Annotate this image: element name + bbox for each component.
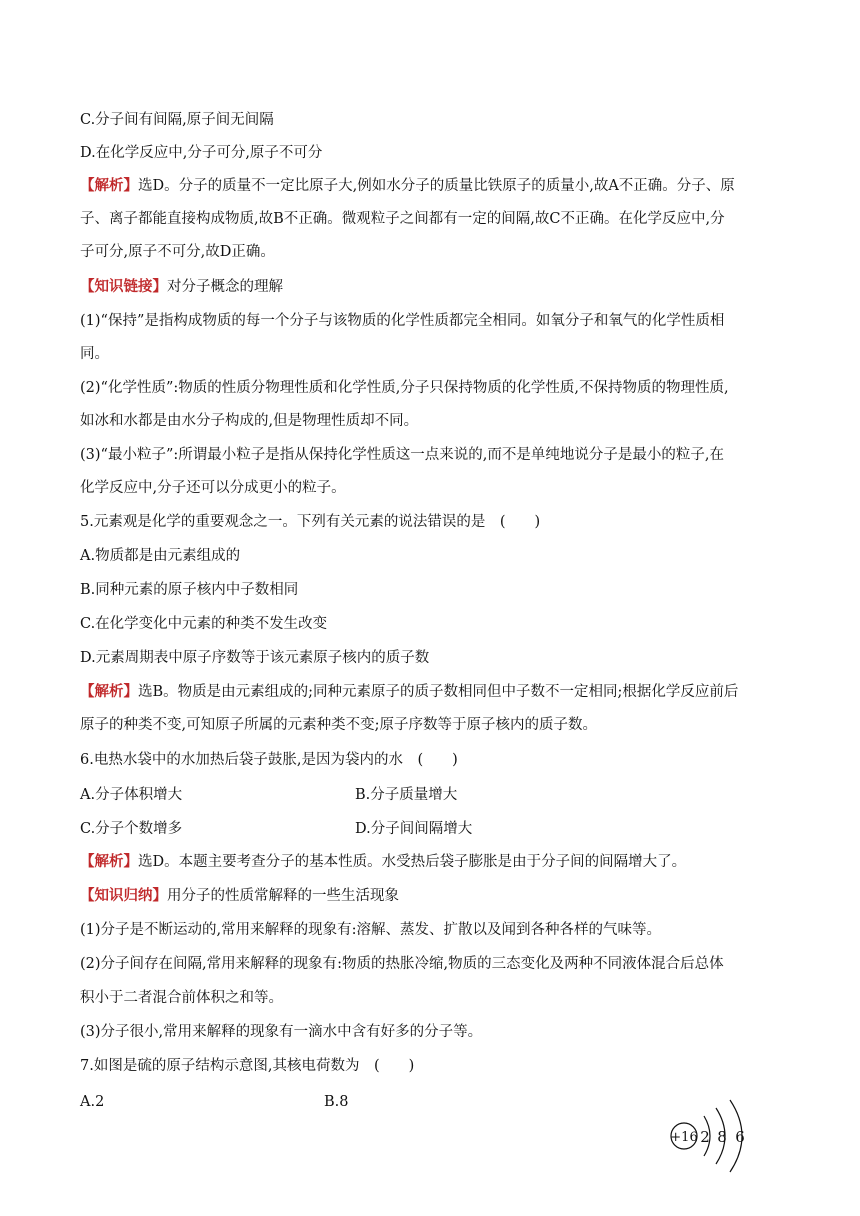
analysis-tag: 【解析】 xyxy=(80,178,138,194)
q6-knowledge-summary xyxy=(80,886,399,906)
q6-analysis xyxy=(80,852,686,872)
q4-analysis xyxy=(80,176,735,196)
shell-2-electrons: 8 xyxy=(717,1128,727,1146)
q4-analysis-line3: 子可分,原子不可分,故D正确。 xyxy=(80,244,275,260)
knowledge-link-title: 对分子概念的理解 xyxy=(167,279,283,295)
q4-option-c: C.分子间有间隔,原子间无间隔 xyxy=(80,112,274,128)
q5-analysis xyxy=(80,682,738,702)
knowledge-summary-title: 用分子的性质常解释的一些生活现象 xyxy=(167,888,399,904)
q6-option-b: B.分子质量增大 xyxy=(355,787,458,803)
q4-link-item1: (1)“保持”是指构成物质的每一个分子与该物质的化学性质都完全相同。如氧分子和氧气的化学性质相 xyxy=(80,313,725,329)
q4-link-item3-cont: 化学反应中,分子还可以分成更小的粒子。 xyxy=(80,480,346,496)
q4-link-item2: (2)“化学性质”:物质的性质分物理性质和化学性质,分子只保持物质的化学性质,不保持物质的物理性质, xyxy=(80,380,729,396)
analysis-text: 选D。分子的质量不一定比原子大,例如水分子的质量比铁原子的质量小,故A不正确。分子、原 xyxy=(138,178,735,194)
q7-stem: 7.如图是硫的原子结构示意图,其核电荷数为 ( ) xyxy=(80,1058,415,1074)
q6-option-a: A.分子体积增大 xyxy=(80,787,183,803)
knowledge-link-tag: 【知识链接】 xyxy=(80,279,167,295)
q4-option-d: D.在化学反应中,分子可分,原子不可分 xyxy=(80,145,323,161)
q5-option-c: C.在化学变化中元素的种类不发生改变 xyxy=(80,616,328,632)
analysis-tag: 【解析】 xyxy=(80,854,138,870)
q5-option-b: B.同种元素的原子核内中子数相同 xyxy=(80,582,299,598)
analysis-text: 选D。本题主要考查分子的基本性质。水受热后袋子膨胀是由于分子间的间隔增大了。 xyxy=(138,854,687,870)
q4-analysis-line2: 子、离子都能直接构成物质,故B不正确。微观粒子之间都有一定的间隔,故C不正确。在化学反应中,分 xyxy=(80,211,725,227)
q4-knowledge-link xyxy=(80,277,283,297)
q6-option-c: C.分子个数增多 xyxy=(80,821,183,837)
sulfur-atom-structure-diagram xyxy=(664,1096,764,1176)
nucleus-charge: +16 xyxy=(670,1130,698,1145)
q6-summary-item2-cont: 积小于二者混合前体积之和等。 xyxy=(80,990,283,1006)
analysis-text: 选B。物质是由元素组成的;同种元素原子的质子数相同但中子数不一定相同;根据化学反应前后 xyxy=(138,684,739,700)
q4-link-item3: (3)“最小粒子”:所谓最小粒子是指从保持化学性质这一点来说的,而不是单纯地说分子是最小的粒子,在 xyxy=(80,447,724,463)
shell-3-electrons: 6 xyxy=(735,1128,745,1146)
shell-1-electrons: 2 xyxy=(700,1128,710,1146)
q7-option-a: A.2 xyxy=(80,1094,105,1110)
q6-summary-item3: (3)分子很小,常用来解释的现象有一滴水中含有好多的分子等。 xyxy=(80,1024,483,1040)
q5-stem: 5.元素观是化学的重要观念之一。下列有关元素的说法错误的是 ( ) xyxy=(80,514,541,530)
q4-link-item1-cont: 同。 xyxy=(80,346,109,362)
knowledge-summary-tag: 【知识归纳】 xyxy=(80,888,167,904)
q6-summary-item1: (1)分子是不断运动的,常用来解释的现象有:溶解、蒸发、扩散以及闻到各种各样的气味等。 xyxy=(80,922,662,938)
q5-option-d: D.元素周期表中原子序数等于该元素原子核内的质子数 xyxy=(80,650,430,666)
analysis-tag: 【解析】 xyxy=(80,684,138,700)
q7-option-b: B.8 xyxy=(324,1094,349,1110)
q5-analysis-line2: 原子的种类不变,可知原子所属的元素种类不变;原子序数等于原子核内的质子数。 xyxy=(80,717,597,733)
q4-link-item2-cont: 如冰和水都是由水分子构成的,但是物理性质却不同。 xyxy=(80,413,419,429)
q6-summary-item2: (2)分子间存在间隔,常用来解释的现象有:物质的热胀冷缩,物质的三态变化及两种不同液体混合后总体 xyxy=(80,956,724,972)
q6-stem: 6.电热水袋中的水加热后袋子鼓胀,是因为袋内的水 ( ) xyxy=(80,752,458,768)
q5-option-a: A.物质都是由元素组成的 xyxy=(80,548,241,564)
q6-option-d: D.分子间间隔增大 xyxy=(355,821,473,837)
